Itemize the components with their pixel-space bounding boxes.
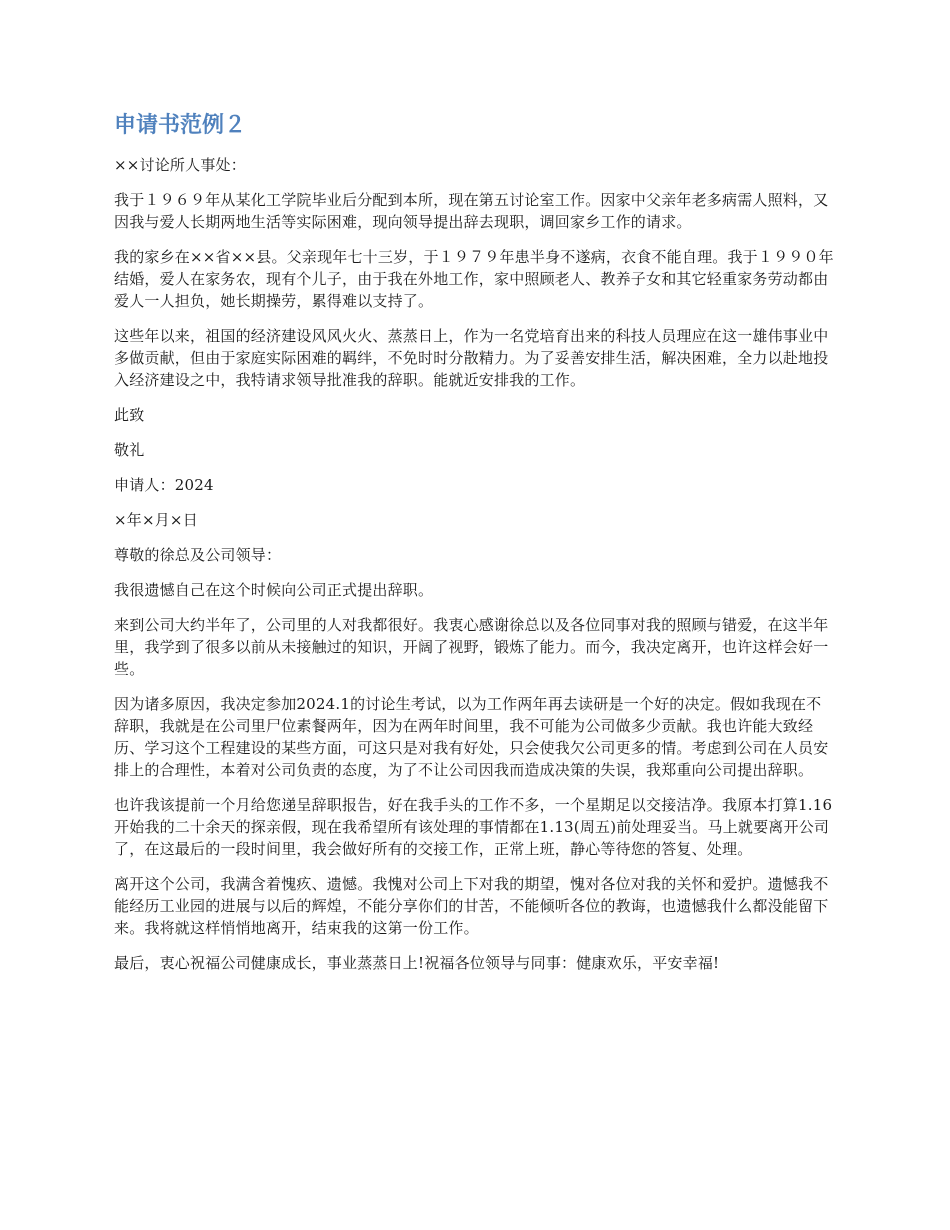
closing-jing-li: 敬礼	[114, 441, 145, 459]
body-paragraph: 因为诸多原因，我决定参加2024.1的讨论生考试，以为工作两年再去读研是一个好的决定。假如我现在不辞职，我就是在公司里尸位素餐两年，因为在两年时间里，我不可能为公司做多少贡献。我也许能大致经历、学习这个工程建设的某些方面，可这只是对我有好处，只会使我欠公司更多的情。考虑到公司在人员安排上的合理性，本着对公司负责的态度，为了不让公司因我而造成决策的失误，我郑重向公司提出辞职。	[114, 695, 829, 779]
body-paragraph: 离开这个公司，我满含着愧疚、遗憾。我愧对公司上下对我的期望，愧对各位对我的关怀和爱护。遗憾我不能经历工业园的进展与以后的辉煌，不能分享你们的甘苦，不能倾听各位的教诲，也遗憾我什么都没能留下来。我将就这样悄悄地离开，结束我的这第一份工作。	[114, 875, 829, 937]
salutation-research-institute: ××讨论所人事处：	[114, 156, 246, 174]
body-paragraph: 这些年以来，祖国的经济建设风风火火、蒸蒸日上，作为一名党培育出来的科技人员理应在这一雄伟事业中多做贡献，但由于家庭实际困难的羁绊，不免时时分散精力。为了妥善安排生活，解决困难，全力以赴地投入经济建设之中，我特请求领导批准我的辞职。能就近安排我的工作。	[114, 327, 829, 389]
closing-ci-zhi: 此致	[114, 406, 145, 424]
applicant-signature: 申请人：2024	[114, 476, 214, 494]
body-paragraph: 也许我该提前一个月给您递呈辞职报告，好在我手头的工作不多，一个星期足以交接洁净。我原本打算1.16开始我的二十余天的探亲假，现在我希望所有该处理的事情都在1.13(周五)前处理妥当。马上就要离开公司了，在这最后的一段时间里，我会做好所有的交接工作，正常上班，静心等待您的答复、处理。	[114, 796, 833, 858]
salutation-company: 尊敬的徐总及公司领导：	[114, 546, 282, 564]
document-page	[114, 110, 834, 987]
body-paragraph: 我很遗憾自己在这个时候向公司正式提出辞职。	[114, 581, 434, 599]
body-paragraph: 我的家乡在××省××县。父亲现年七十三岁，于１９７９年患半身不遂病，衣食不能自理。我于１９９０年结婚，爱人在家务农，现有个儿子，由于我在外地工作，家中照顾老人、教养子女和其它轻重家务劳动都由爱人一人担负，她长期操劳，累得难以支持了。	[114, 248, 834, 310]
letter-date: ×年×月×日	[114, 511, 198, 529]
closing-wishes: 最后，衷心祝福公司健康成长，事业蒸蒸日上!祝福各位领导与同事：健康欢乐，平安幸福!	[114, 954, 720, 972]
body-paragraph: 我于１９６９年从某化工学院毕业后分配到本所，现在第五讨论室工作。因家中父亲年老多病需人照料，又因我与爱人长期两地生活等实际困难，现向领导提出辞去现职，调回家乡工作的请求。	[114, 191, 829, 231]
document-title: 申请书范例２	[114, 113, 247, 138]
body-paragraph: 来到公司大约半年了，公司里的人对我都很好。我衷心感谢徐总以及各位同事对我的照顾与错爱，在这半年里，我学到了很多以前从未接触过的知识，开阔了视野，锻炼了能力。而今，我决定离开，也许这样会好一些。	[114, 616, 829, 678]
